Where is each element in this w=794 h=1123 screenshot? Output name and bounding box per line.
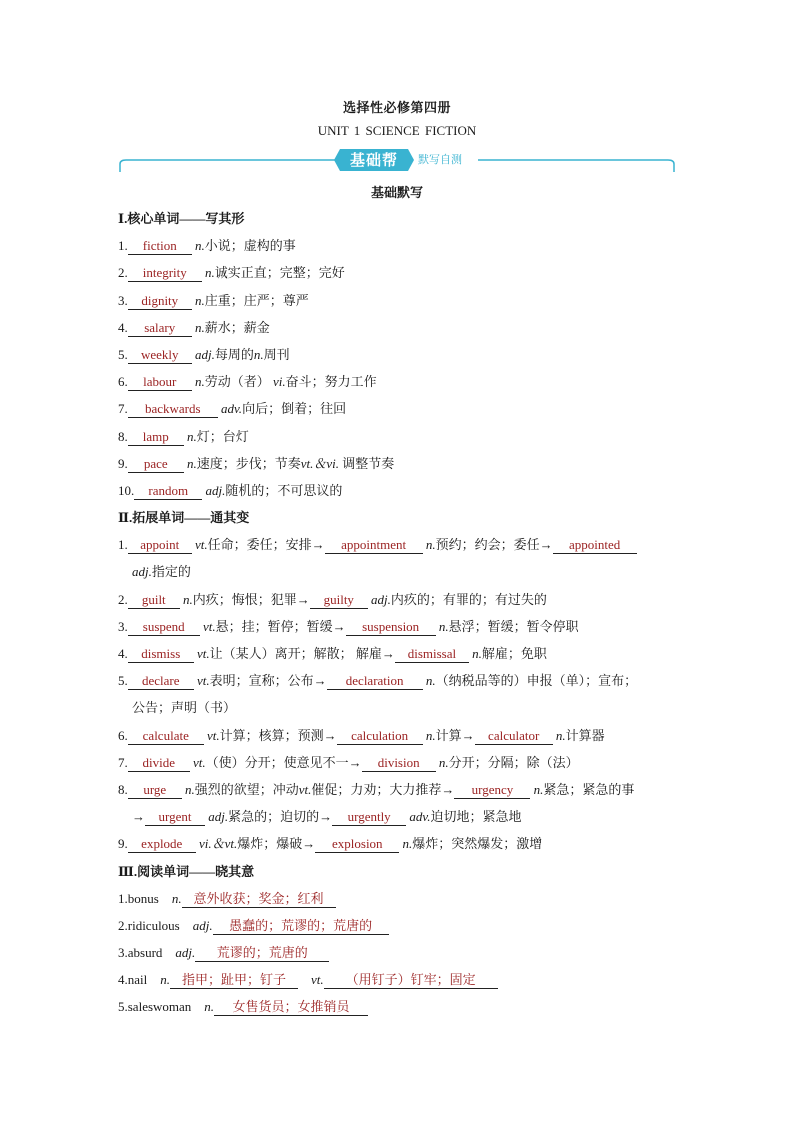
answer-blank: labour [128, 374, 192, 391]
list-item: 8. lamp n.灯；台灯 [118, 428, 249, 444]
answer-blank: 愚蠢的；荒谬的；荒唐的 [213, 918, 389, 935]
answer-blank: 荒谬的；荒唐的 [195, 945, 329, 962]
answer-blank: backwards [128, 401, 218, 418]
part3-heading: Ⅲ.阅读单词——晓其意 [118, 863, 255, 879]
answer-blank: fiction [128, 238, 192, 255]
answer-blank: declare [128, 673, 194, 690]
list-item: 3. suspend vt.悬；挂；暂停；暂缓→ suspension n.悬浮；暂缓；暂令停职 [118, 618, 579, 634]
answer-blank: urgent [145, 809, 205, 826]
answer-blank: divide [128, 755, 190, 772]
section-title: 基础默写 [370, 185, 423, 200]
answer-blank: 指甲；趾甲；钉子 [170, 972, 298, 989]
answer-blank: calculate [128, 728, 204, 745]
answer-blank: appointment [325, 537, 423, 554]
answer-blank: guilt [128, 592, 180, 609]
answer-blank: salary [128, 320, 192, 337]
list-item-continued: → urgent adj.紧急的；迫切的→ urgently adv.迫切地；紧急地 [132, 809, 522, 825]
list-item-continued: adj.指定的 [132, 564, 191, 580]
answer-blank: explosion [315, 836, 399, 853]
answer-blank: explode [128, 836, 196, 853]
list-item: 4. dismiss vt.让（某人）离开；解散； 解雇→ dismissal n.解雇；免职 [118, 646, 547, 661]
list-item: 5. weekly adj.每周的n.周刊 [118, 346, 290, 362]
list-item-continued: 公告；声明（书） [132, 700, 237, 716]
answer-blank: suspend [128, 619, 200, 636]
list-item: 10. random adj.随机的；不可思议的 [118, 482, 343, 498]
answer-blank: guilty [310, 592, 368, 609]
answer-blank: calculation [337, 728, 423, 745]
answer-blank: dignity [128, 293, 192, 310]
part2-heading: Ⅱ.拓展单词——通其变 [118, 510, 250, 526]
list-item: 6. labour n.劳动（者） vi.奋斗；努力工作 [118, 374, 377, 390]
list-item: 8. urge n.强烈的欲望；冲动vt.催促；力劝；大力推荐→ urgency n.紧急；紧急的事 [118, 781, 635, 797]
answer-blank: urgently [332, 809, 406, 826]
answer-blank: pace [128, 456, 184, 473]
list-item: 9. explode vi.＆vt.爆炸；爆破→ explosion n.爆炸；突然爆发；激增 [118, 836, 543, 852]
answer-blank: calculator [475, 728, 553, 745]
list-item: 4. salary n.薪水；薪金 [118, 319, 270, 335]
answer-blank: （用钉子）钉牢；固定 [324, 972, 498, 989]
list-item: 1. appoint vt.任命；委任；安排→ appointment n.预约；约会；委任→ appointed [118, 531, 680, 558]
list-item: 1.bonus n. 意外收获；奖金；红利 [118, 885, 680, 912]
list-item: 7. backwards adv.向后；倒着；往回 [118, 401, 347, 417]
answer-blank: declaration [327, 673, 423, 690]
part1-heading: Ⅰ.核心单词——写其形 [118, 211, 245, 226]
list-item: 5. declare vt.表明；宣称；公布→ declaration n.（纳税品等的）申报（单）；宣布； [118, 673, 638, 689]
list-item: 2. integrity n.诚实正直；完整；完好 [118, 265, 345, 281]
banner-main-label: 基础帮 [349, 151, 398, 169]
answer-blank: urge [128, 782, 182, 799]
list-item: 2. guilt n.内疚；悔恨；犯罪→ guilty adj.内疚的；有罪的；有过失的 [118, 591, 547, 607]
banner-sub-label: 默写自测 [418, 153, 462, 166]
answer-blank: urgency [454, 782, 530, 799]
list-item: 1. fiction n.小说；虚构的事 [118, 238, 296, 254]
list-item: 4.nail n. 指甲；趾甲；钉子 vt. （用钉子）钉牢；固定 [118, 966, 680, 993]
answer-blank: lamp [128, 429, 184, 446]
answer-blank: suspension [346, 619, 436, 636]
answer-blank: dismiss [128, 646, 194, 663]
section-banner [118, 146, 676, 174]
answer-blank: 女售货员；女推销员 [214, 999, 368, 1016]
list-item: 9. pace n.速度；步伐；节奏vt.＆vi. 调整节奏 [118, 455, 395, 471]
answer-blank: division [362, 755, 436, 772]
book-title: 选择性必修第四册 [342, 100, 451, 115]
answer-blank: appoint [128, 537, 192, 554]
answer-blank: 意外收获；奖金；红利 [182, 891, 336, 908]
exercise-content [118, 205, 680, 1021]
list-item: 5.saleswoman n. 女售货员；女推销员 [118, 993, 680, 1020]
list-item: 2.ridiculous adj. 愚蠢的；荒谬的；荒唐的 [118, 912, 680, 939]
list-item: 7. divide vt.（使）分开；使意见不一→ division n.分开；分隔；除（法） [118, 754, 579, 770]
answer-blank: appointed [553, 537, 637, 554]
answer-blank: weekly [128, 347, 192, 364]
list-item: 3. dignity n.庄重；庄严；尊严 [118, 292, 309, 308]
answer-blank: random [134, 483, 202, 500]
unit-title: UNIT 1 SCIENCE FICTION [317, 123, 477, 138]
list-item: 6. calculate vt.计算；核算；预测→ calculation n.计算→ calculator n.计算器 [118, 727, 605, 743]
answer-blank: dismissal [395, 646, 469, 663]
answer-blank: integrity [128, 265, 202, 282]
list-item: 3.absurd adj. 荒谬的；荒唐的 [118, 939, 680, 966]
